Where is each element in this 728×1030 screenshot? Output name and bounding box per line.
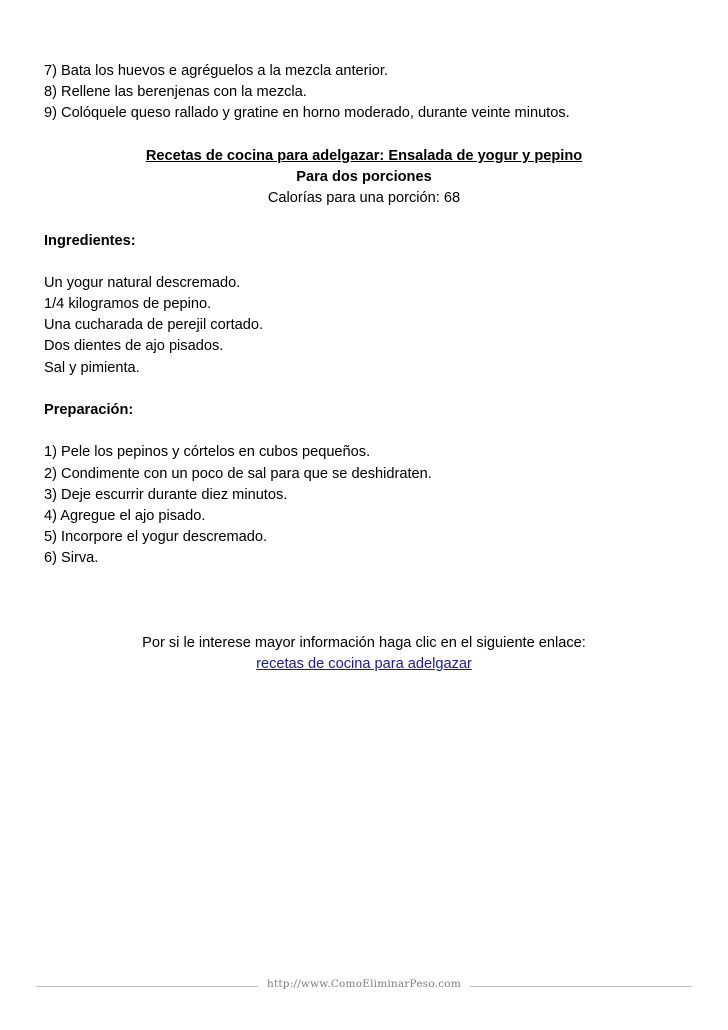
recipe-servings: Para dos porciones: [296, 168, 432, 185]
preparation-heading: Preparación:: [44, 402, 134, 418]
preparation-step: 4) Agregue el ajo pisado.: [44, 507, 206, 524]
page-footer: [36, 978, 692, 998]
ingredient-item: Sal y pimienta.: [44, 359, 140, 376]
preparation-step: 3) Deje escurrir durante diez minutos.: [44, 486, 288, 503]
previous-step-7: 7) Bata los huevos e agréguelos a la mezcla anterior.: [44, 63, 388, 79]
spacer: [44, 209, 684, 230]
spacer: [44, 612, 684, 633]
spacer: [44, 421, 684, 442]
footer-url: http://www.ComoEliminarPeso.com: [267, 978, 461, 990]
spacer: [44, 252, 684, 273]
ingredient-item: Dos dientes de ajo pisados.: [44, 338, 224, 355]
more-info-link-line: [44, 654, 684, 675]
ingredient-item: 1/4 kilogramos de pepino.: [44, 296, 212, 313]
recipe-title: Recetas de cocina para adelgazar: Ensalada de yogur y pepino: [145, 147, 583, 164]
preparation-step: 5) Incorpore el yogur descremado.: [44, 529, 268, 546]
document-page: [44, 61, 684, 675]
spacer: [44, 570, 684, 612]
ingredient-item: Una cucharada de perejil cortado.: [44, 317, 264, 334]
footer-divider-right: [470, 986, 692, 987]
preparation-step: 2) Condimente con un poco de sal para que se deshidraten.: [44, 465, 432, 482]
preparation-step: 1) Pele los pepinos y córtelos en cubos pequeños.: [44, 444, 371, 461]
previous-step-9: 9) Colóquele queso rallado y gratine en horno moderado, durante veinte minutos.: [44, 105, 570, 122]
more-info-text: Por si le interese mayor información haga clic en el siguiente enlace:: [142, 634, 586, 651]
recipe-calories: Calorías para una porción: 68: [267, 190, 461, 207]
previous-step-8: 8) Rellene las berenjenas con la mezcla.: [44, 84, 307, 101]
preparation-step: 6) Sirva.: [44, 550, 99, 567]
ingredients-heading: Ingredientes:: [44, 232, 136, 249]
spacer: [44, 125, 684, 146]
recipes-link[interactable]: recetas de cocina para adelgazar: [256, 655, 472, 672]
spacer: [44, 379, 684, 400]
ingredient-item: Un yogur natural descremado.: [44, 274, 241, 291]
